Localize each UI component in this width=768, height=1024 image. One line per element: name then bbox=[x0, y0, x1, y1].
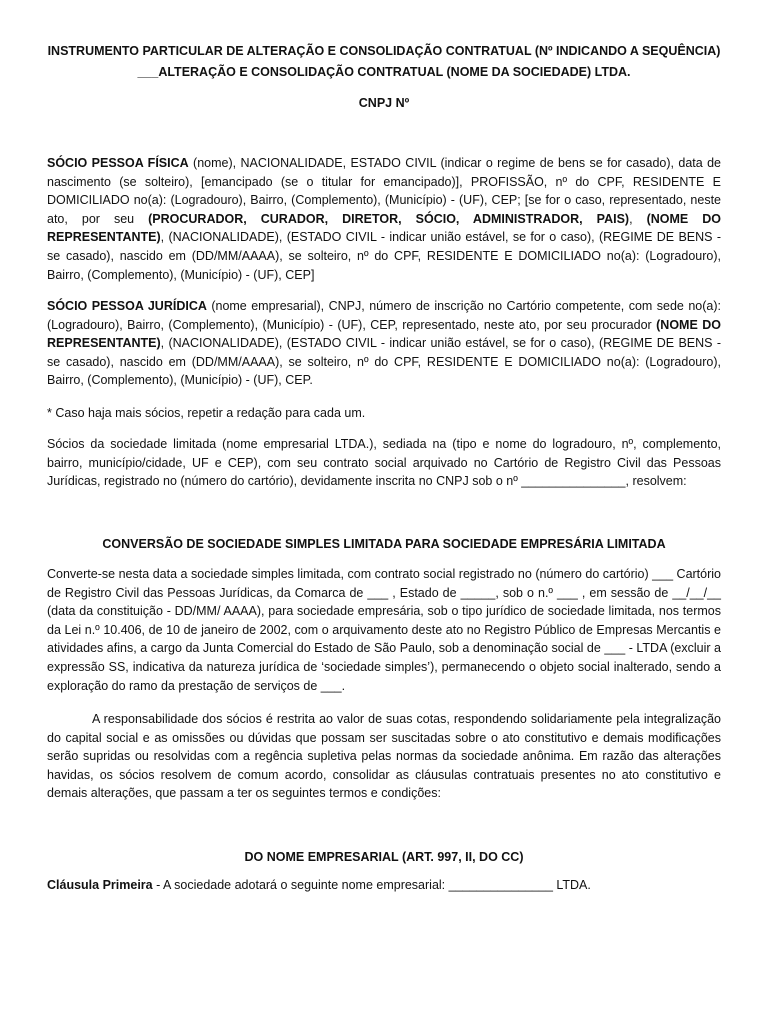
conversao-paragraph-1: Converte-se nesta data a sociedade simples limitada, com contrato social registrado no (número do cartório) ___ Cartório de Registro Civil das Pessoas Jurídicas, da Comarca de ___ , Estado de _____, sob o n.º ___ , em sessão de __/__/__ (data da constituição - DD/MM/ AAAA), para sociedade empresária, sob o tipo jurídico de sociedade limitada, nos termos da Lei n.º 10.406, de 10 de janeiro de 2002, com o arquivamento deste ato no Registro Público de Empresas Mercantis e atividades afins, a cargo da Junta Comercial do Estado de São Paulo, sob a denominação social de ___ - LTDA (excluir a expressão SS, indicativa da natureza jurídica de ‘sociedade simples’), permanecendo o objeto social inalterado, sendo a exploração do ramo da prestação de serviços de ___. bbox=[47, 567, 721, 693]
cnpj-heading: CNPJ Nº bbox=[358, 96, 410, 110]
socio-juridica-text1: (nome empresarial), CNPJ, número de inscrição no Cartório competente, com sede no(a): (Logradouro), Bairro, (Complemento), (Município) - (UF), CEP, representado, neste ato, por seu procurador bbox=[47, 299, 721, 332]
socio-fisica-text1: (nome), NACIONALIDADE, ESTADO CIVIL (indicar o regime de bens se for casado), data de nascimento (se solteiro), [emancipado (se o titular for emancipado)], PROFISSÃO, nº do CPF, RESIDENTE E DOMICILIADO no(a): (Logradouro), Bairro, (Complemento), (Município) - (UF), CEP; [se for o caso, representado, neste ato, por seu bbox=[47, 156, 721, 226]
conversao-heading: CONVERSÃO DE SOCIEDADE SIMPLES LIMITADA PARA SOCIEDADE EMPRESÁRIA LIMITADA bbox=[102, 537, 666, 551]
socio-juridica-text2: , (NACIONALIDADE), (ESTADO CIVIL - indicar união estável, se for o caso), (REGIME DE BENS - se casado), nascido em (DD/MM/AAAA), se solteiro, nº do CPF, RESIDENTE E DOMICILIADO no(a): (Logradouro), Bairro, (Complemento), (Município) - (UF), CEP. bbox=[47, 336, 721, 388]
note-paragraph: * Caso haja mais sócios, repetir a redação para cada um. bbox=[47, 406, 366, 420]
document-title-line1: INSTRUMENTO PARTICULAR DE ALTERAÇÃO E CONSOLIDAÇÃO CONTRATUAL (Nº INDICANDO A SEQUÊNCIA) bbox=[47, 44, 721, 58]
socio-fisica-bold2: (NOME DO REPRESENTANTE) bbox=[47, 211, 722, 245]
socio-fisica-bold1: (PROCURADOR, CURADOR, DIRETOR, SÓCIO, ADMINISTRADOR, PAIS) bbox=[148, 211, 630, 226]
clausula-primeira-lead: Cláusula Primeira bbox=[47, 878, 153, 892]
socio-juridica-lead: SÓCIO PESSOA JURÍDICA bbox=[47, 299, 207, 313]
nome-empresarial-heading: DO NOME EMPRESARIAL (ART. 997, II, DO CC) bbox=[244, 850, 524, 864]
document-title-line2: ___ALTERAÇÃO E CONSOLIDAÇÃO CONTRATUAL (NOME DA SOCIEDADE) LTDA. bbox=[137, 65, 631, 79]
socio-juridica-bold1: (NOME DO REPRESENTANTE) bbox=[47, 317, 721, 351]
socio-pessoa-fisica-paragraph bbox=[47, 154, 721, 284]
socio-fisica-text2: , bbox=[629, 211, 647, 226]
socios-paragraph: Sócios da sociedade limitada (nome empresarial LTDA.), sediada na (tipo e nome do logradouro, nº, complemento, bairro, município/cidade, UF e CEP), com seu contrato social arquivado no Cartório de Registro Civil das Pessoas Jurídicas, registrado no (número do cartório), devidamente inscrita no CNPJ sob o nº _______________, resolvem: bbox=[47, 437, 721, 489]
socio-fisica-text3: , (NACIONALIDADE), (ESTADO CIVIL - indicar união estável, se for o caso), (REGIME DE BENS - se casado), nascido em (DD/MM/AAAA), se solteiro, nº do CPF, RESIDENTE E DOMICILIADO no(a): (Logradouro), Bairro, (Complemento), (Município) - (UF), CEP] bbox=[47, 230, 721, 282]
socio-fisica-lead: SÓCIO PESSOA FÍSICA bbox=[47, 156, 189, 170]
clausula-primeira bbox=[47, 876, 721, 895]
conversao-paragraph-2: A responsabilidade dos sócios é restrita ao valor de suas cotas, respondendo solidariamente pela integralização do capital social e as omissões ou dúvidas que possam ser suscitadas sobre o ato constitutivo e demais modificações serão supridas ou resolvidas com a regência supletiva pelas normas da sociedade anônima. Em razão das alterações havidas, os sócios resolvem de comum acordo, consolidar as cláusulas contratuais presentes no ato constitutivo e demais alterações, que passam a ter os seguintes termos e condições: bbox=[47, 712, 721, 801]
socio-pessoa-juridica-paragraph bbox=[47, 297, 721, 390]
clausula-primeira-text: - A sociedade adotará o seguinte nome empresarial: _______________ LTDA. bbox=[152, 878, 591, 892]
